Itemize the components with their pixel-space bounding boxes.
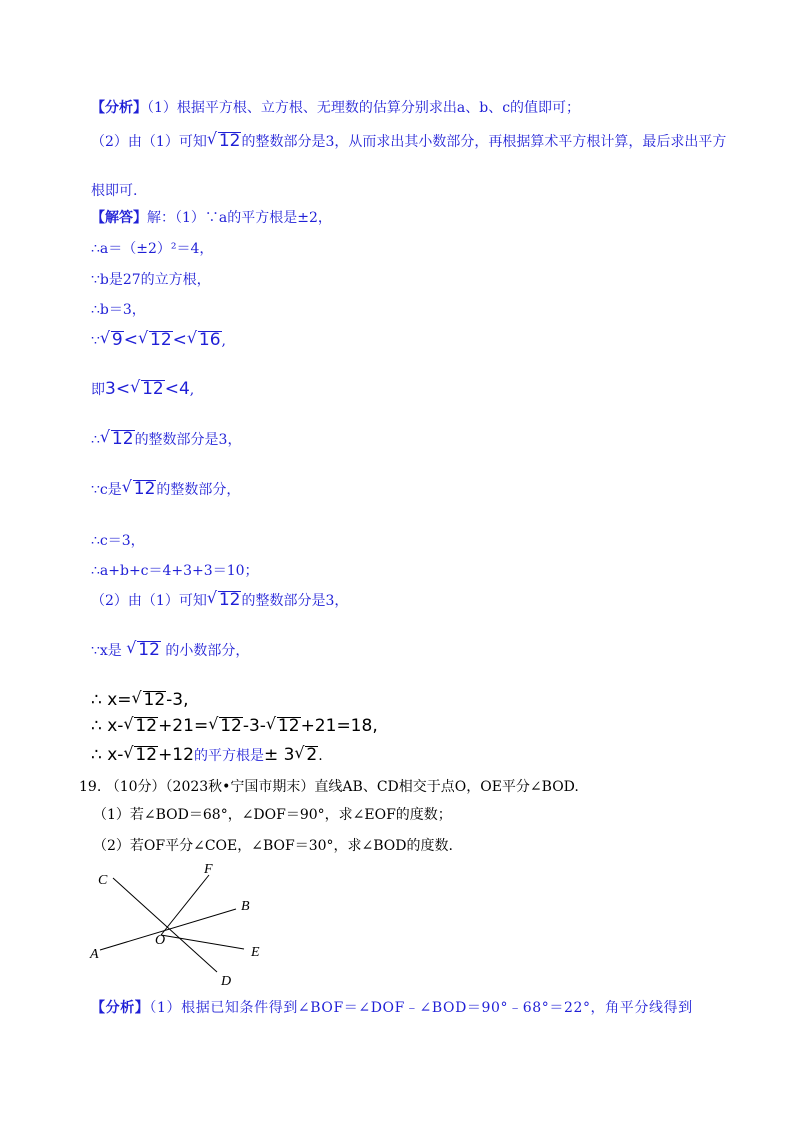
label-F: F: [204, 862, 213, 877]
problem-19-stem: 19. （10分）（2023秋•宁国市期末）直线AB、CD相交于点O，OE平分∠BOD.: [79, 779, 579, 795]
answer-line-12: ∵x是 √ 12 的小数部分，: [91, 640, 249, 661]
sqrt-12: √ 12: [207, 590, 242, 610]
answer-line-13: ∴ x=√ 12-3,: [91, 690, 189, 711]
sqrt-12: √ 12: [130, 379, 165, 399]
analysis2-tag: 【分析】: [91, 1000, 150, 1016]
analysis-tag: 【分析】: [91, 100, 147, 116]
sqrt-9: √ 9: [100, 330, 124, 350]
label-O: O: [155, 933, 166, 948]
sqrt-12: √ 12: [266, 716, 301, 736]
problem-19-q2: （2）若OF平分∠COE，∠BOF＝30°，求∠BOD的度数.: [93, 838, 453, 854]
answer-line-3: ∵b是27的立方根，: [91, 272, 211, 288]
problem-19-q1: （1）若∠BOD＝68°，∠DOF＝90°，求∠EOF的度数；: [93, 807, 452, 823]
analysis-text-2b: 的整数部分是3，从而求出其小数部分，再根据算术平方根计算，最后求出平方: [241, 134, 727, 150]
analysis-line-3: 根即可.: [91, 183, 138, 199]
sqrt-12: √ 12: [126, 640, 161, 660]
analysis-text-1: （1）根据平方根、立方根、无理数的估算分别求出a、b、c的值即可；: [147, 100, 581, 116]
answer-line-15: ∴ x-√ 12+12的平方根是± 3√ 2.: [91, 745, 323, 766]
ray-O-E: [161, 935, 244, 949]
answer-line-5: ∵√ 9<√ 12<√ 16,: [91, 330, 226, 351]
line-C-D: [113, 878, 217, 972]
analysis2-text: （1）根据已知条件得到∠BOF＝∠DOF﹣∠BOD＝90°﹣68°＝22°，角平分线得到: [149, 1000, 693, 1016]
answer-line-14: ∴ x-√ 12+21=√ 12-3-√ 12+21=18,: [91, 716, 378, 737]
sqrt-16: √ 16: [187, 330, 222, 350]
sqrt-12: √ 12: [138, 330, 173, 350]
sqrt-12: √ 12: [100, 429, 135, 449]
answer-line-1: [91, 208, 332, 228]
label-E: E: [251, 945, 260, 960]
answer-line-7: ∴√ 12的整数部分是3，: [91, 429, 241, 450]
sqrt-12: √ 12: [208, 716, 243, 736]
answer-line-2: ∴a＝（±2）²＝4，: [91, 241, 214, 257]
problem-number: 19.: [79, 779, 102, 795]
label-A: A: [90, 947, 99, 962]
answer-line-8: ∵c是√ 12的整数部分，: [91, 479, 240, 500]
answer-line-10: ∴a+b+c＝4+3+3＝10；: [91, 563, 259, 579]
analysis-text-2a: （2）由（1）可知: [91, 134, 207, 150]
answer-line-6: 即3<√ 12<4,: [91, 379, 194, 400]
ray-O-F: [161, 875, 209, 935]
label-B: B: [241, 899, 250, 914]
answer-text-1: 解：（1）∵a的平方根是±2，: [147, 210, 332, 226]
analysis2-line-1: [91, 998, 693, 1018]
analysis-line-1: [91, 98, 580, 118]
sqrt-12: √ 12: [132, 690, 167, 710]
sqrt-12: √ 12: [122, 479, 157, 499]
sqrt-12: √ 12: [123, 716, 158, 736]
sqrt-12: √ 12: [123, 745, 158, 765]
answer-tag: 【解答】: [91, 210, 147, 226]
answer-line-11: （2）由（1）可知√ 12的整数部分是3，: [91, 590, 348, 611]
sqrt-12: √ 12: [207, 131, 242, 151]
answer-line-9: ∴c＝3，: [91, 533, 145, 549]
sqrt-2: √ 2: [294, 745, 318, 765]
answer-line-4: ∴b＝3，: [91, 302, 146, 318]
analysis-line-2: [91, 131, 726, 152]
label-C: C: [98, 873, 108, 888]
label-D: D: [221, 974, 232, 989]
geometry-diagram: [80, 860, 280, 990]
